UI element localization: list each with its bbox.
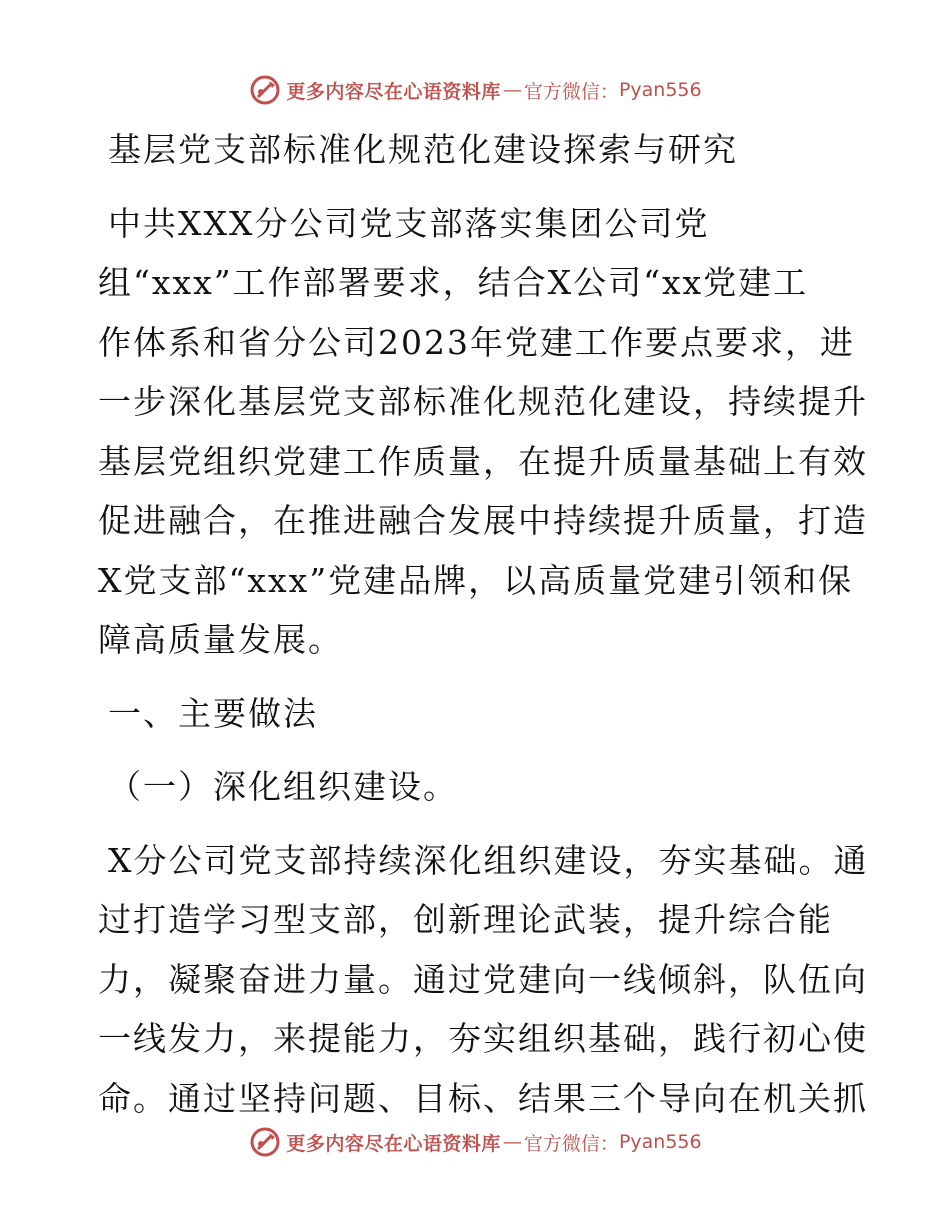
brand-logo-icon	[248, 1125, 282, 1159]
para1-line-4: 一步深化基层党支部标准化规范化建设，持续提升	[98, 382, 868, 421]
section-heading-main-practices: 一、主要做法	[108, 693, 318, 733]
para1-line-5: 基层党组织党建工作质量，在提升质量基础上有效	[98, 441, 868, 481]
watermark-official-label: 官方微信：	[523, 1132, 619, 1155]
para2-line-3: 力，凝聚奋进力量。通过党建向一线倾斜，队伍向	[98, 959, 868, 999]
document-body	[98, 120, 869, 1128]
para1-line-1: 中共XXX分公司党支部落实集团公司党	[108, 203, 710, 243]
para2-line-5: 命。通过坚持问题、目标、结果三个导向在机关抓	[98, 1078, 868, 1118]
watermark-separator: —	[502, 1131, 522, 1153]
document-title: 基层党支部标准化规范化建设探索与研究	[108, 130, 738, 169]
para2-line-4: 一线发力，来提能力，夯实组织基础，践行初心使	[98, 1019, 868, 1058]
para1-line-7: X党支部“xxx”党建品牌，以高质量党建引领和保	[98, 560, 854, 600]
watermark-separator: —	[502, 79, 522, 101]
watermark-official-label: 官方微信：	[523, 80, 619, 103]
brand-logo-icon	[248, 73, 282, 107]
watermark-footer	[0, 1122, 950, 1162]
para2-line-1: X分公司党支部持续深化组织建设，夯实基础。通	[108, 840, 869, 880]
para1-line-8: 障高质量发展。	[98, 620, 343, 659]
para1-line-3: 作体系和省分公司2023年党建工作要点要求，进	[98, 322, 855, 362]
watermark-main-text: 更多内容尽在心语资料库	[286, 80, 501, 103]
para1-line-6: 促进融合，在推进融合发展中持续提升质量，打造	[98, 501, 868, 540]
watermark-main-text: 更多内容尽在心语资料库	[286, 1132, 501, 1155]
subsection-heading-organization: （一）深化组织建设。	[108, 767, 458, 806]
watermark-wechat-id: Pyan556	[618, 79, 702, 101]
watermark-header	[0, 70, 950, 110]
watermark-wechat-id: Pyan556	[618, 1131, 702, 1153]
para2-line-2: 过打造学习型支部，创新理论武装，提升综合能	[98, 900, 833, 939]
para1-line-2: 组“xxx”工作部署要求，结合X公司“xx党建工	[98, 263, 809, 302]
